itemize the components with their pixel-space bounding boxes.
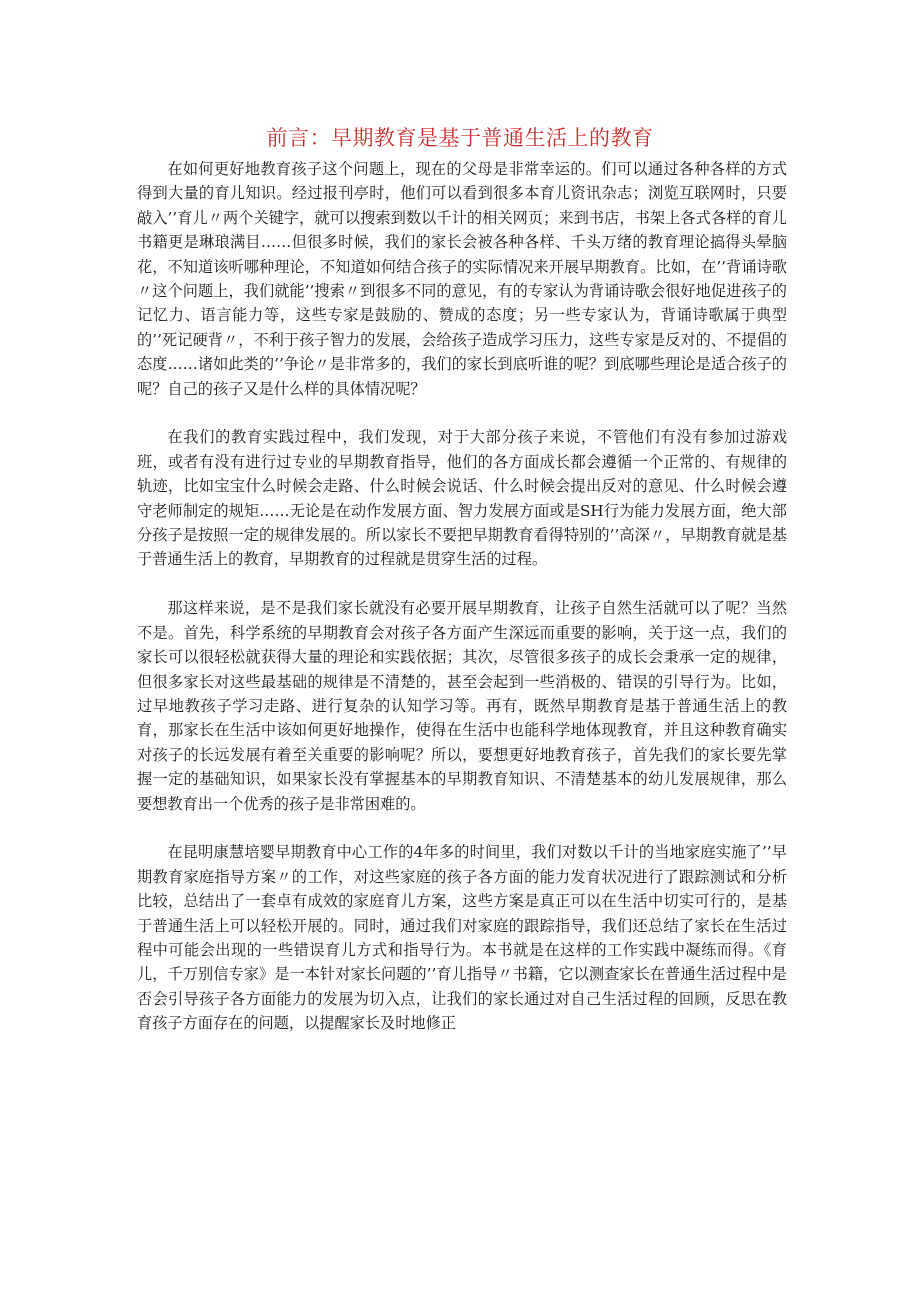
paragraph: 在如何更好地教育孩子这个问题上，现在的父母是非常幸运的。们可以通过各种各样的方式得到大量的育儿知识。经过报刊亭时，他们可以看到很多本育儿资讯杂志；浏览互联网时，只要敲入’’育儿〃两个关键字，就可以搜索到数以千计的相关网页；来到书店，书架上各式各样的育儿书籍更是琳琅满目……但很多时候，我们的家长会被各种各样、千头万绪的教育理论搞得头晕脑花，不知道该听哪种理论，不知道如何结合孩子的实际情况来开展早期教育。比如，在’’背诵诗歌〃这个问题上，我们就能’’搜索〃到很多不同的意见，有的专家认为背诵诗歌会很好地促进孩子的记忆力、语言能力等，这些专家是鼓励的、赞成的态度；另一些专家认为，背诵诗歌属于典型的’’死记硬背〃，不利于孩子智力的发展，会给孩子造成学习压力，这些专家是反对的、不提倡的态度……诸如此类的’’争论〃是非常多的，我们的家长到底听谁的呢？到底哪些理论是适合孩子的呢？自己的孩子又是什么样的具体情况呢？: [137, 160, 787, 398]
document-title: 前言：早期教育是基于普通生活上的教育: [266, 126, 654, 150]
paragraph: 在昆明康慧培婴早期教育中心工作的4年多的时间里，我们对数以千计的当地家庭实施了’’早期教育家庭指导方案〃的工作，对这些家庭的孩子各方面的能力发育状况进行了跟踪测试和分析比较，总结出了一套卓有成效的家庭育儿方案，这些方案是真正可以在生活中切实可行的，是基于普通生活上可以轻松开展的。同时，通过我们对家庭的跟踪指导，我们还总结了家长在生活过程中可能会出现的一些错误育儿方式和指导行为。本书就是在这样的工作实践中凝练而得。《育儿，千万别信专家》是一本针对家长问题的’’育儿指导〃书籍，它以测查家长在普通生活过程中是否会引导孩子各方面能力的发展为切入点，让我们的家长通过对自己生活过程的回顾，反思在教育孩子方面存在的问题，以提醒家长及时地修正: [137, 843, 787, 1033]
paragraph: 在我们的教育实践过程中，我们发现，对于大部分孩子来说，不管他们有没有参加过游戏班，或者有没有进行过专业的早期教育指导，他们的各方面成长都会遵循一个正常的、有规律的轨迹，比如宝宝什么时候会走路、什么时候会说话、什么时候会提出反对的意见、什么时候会遵守老师制定的规矩……无论是在动作发展方面、智力发展方面或是SH行为能力发展方面，绝大部分孩子是按照一定的规律发展的。所以家长不要把早期教育看得特别的’’高深〃，早期教育就是基于普通生活上的教育，早期教育的过程就是贯穿生活的过程。: [137, 428, 787, 569]
document-body: [137, 157, 787, 1036]
paragraph: 那这样来说，是不是我们家长就没有必要开展早期教育，让孩子自然生活就可以了呢？当然不是。首先，科学系统的早期教育会对孩子各方面产生深远而重要的影响，关于这一点，我们的家长可以很轻松就获得大量的理论和实践依据；其次，尽管很多孩子的成长会秉承一定的规律，但很多家长对这些最基础的规律是不清楚的，甚至会起到一些消极的、错误的引导行为。比如，过早地教孩子学习走路、进行复杂的认知学习等。再有，既然早期教育是基于普通生活上的教育，那家长在生活中该如何更好地操作，使得在生活中也能科学地体现教育，并且这种教育确实对孩子的长远发展有着至关重要的影响呢？所以，要想更好地教育孩子，首先我们的家长要先掌握一定的基础知识，如果家长没有掌握基本的早期教育知识、不清楚基本的幼儿发展规律，那么要想教育出一个优秀的孩子是非常困难的。: [137, 599, 787, 813]
